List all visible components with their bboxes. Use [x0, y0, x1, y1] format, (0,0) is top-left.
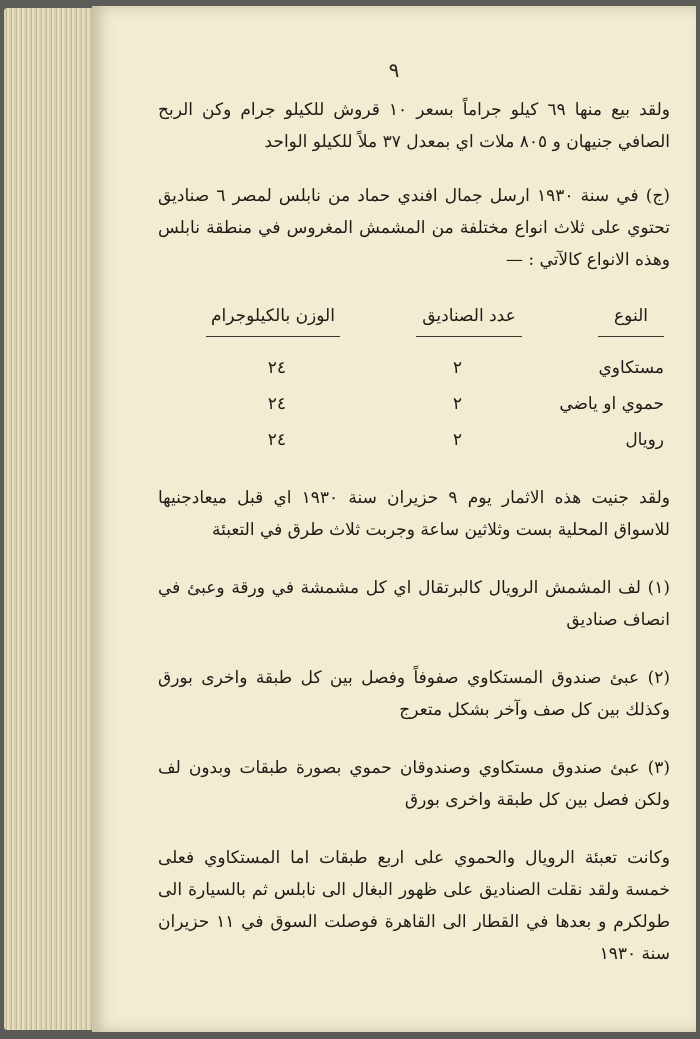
- header-type: النوع: [598, 300, 664, 337]
- cell-weight: ٢٤: [267, 394, 286, 414]
- paragraph-transport: وكانت تعبئة الرويال والحموي على اربع طبقات اما المستكاوي فعلى خمسة ولقد نقلت الصناديق على ظهور البغال الى نابلس ثم بالسيارة الى طولكرم و بعدها في القطار الى القاهرة فوصلت السوق في ١١ حزيران سنة ١٩٣٠: [158, 848, 670, 964]
- packing-method-1: (١) لف المشمش الرويال كالبرتقال اي كل مشمشة في ورقة وعبئ في انصاف صناديق: [158, 578, 670, 630]
- cell-boxes: ٢: [452, 358, 462, 378]
- page-content: [158, 94, 670, 970]
- book-page: [92, 6, 696, 1032]
- table-row: [158, 352, 670, 382]
- book-page-edges: [4, 8, 100, 1030]
- cell-type: مستكاوي: [598, 358, 664, 378]
- cell-weight: ٢٤: [267, 430, 286, 450]
- header-boxes: عدد الصناديق: [416, 300, 522, 337]
- paragraph-harvest: ولقد جنيت هذه الاثمار يوم ٩ حزيران سنة ١٩٣٠ اي قبل ميعادجنيها للاسواق المحلية بست وثلاثين ساعة وجربت ثلاث طرق في التعبئة: [158, 488, 670, 540]
- page-number: ٩: [388, 58, 400, 82]
- table-row: [158, 424, 670, 454]
- apricot-table: [158, 276, 670, 466]
- cell-weight: ٢٤: [267, 358, 286, 378]
- cell-type: حموي او ياضي: [559, 394, 664, 414]
- paragraph-shipment: (ج) في سنة ١٩٣٠ ارسل جمال افندي حماد من نابلس لمصر ٦ صناديق تحتوي على ثلاث انواع مختلفة من المشمش المغروس في منطقة نابلس وهذه الانواع كالآتي : —: [158, 186, 670, 270]
- cell-boxes: ٢: [452, 430, 462, 450]
- paragraph-sale: ولقد بيع منها ٦٩ كيلو جراماً بسعر ١٠ قروش للكيلو جرام وكن الربح الصافي جنيهان و ٨٠٥ ملات اي بمعدل ٣٧ ملاً للكيلو الواحد: [158, 100, 670, 152]
- packing-method-3: (٣) عبئ صندوق مستكاوي وصندوقان حموي بصورة طبقات وبدون لف ولكن فصل بين كل طبقة واخرى بورق: [158, 758, 670, 810]
- header-weight: الوزن بالكيلوجرام: [206, 300, 340, 337]
- cell-type: رويال: [625, 430, 664, 450]
- cell-boxes: ٢: [452, 394, 462, 414]
- table-row: [158, 388, 670, 418]
- packing-method-2: (٢) عبئ صندوق المستكاوي صفوفاً وفصل بين كل طبقة واخرى بورق وكذلك بين كل صف وآخر بشكل متعرج: [158, 668, 670, 720]
